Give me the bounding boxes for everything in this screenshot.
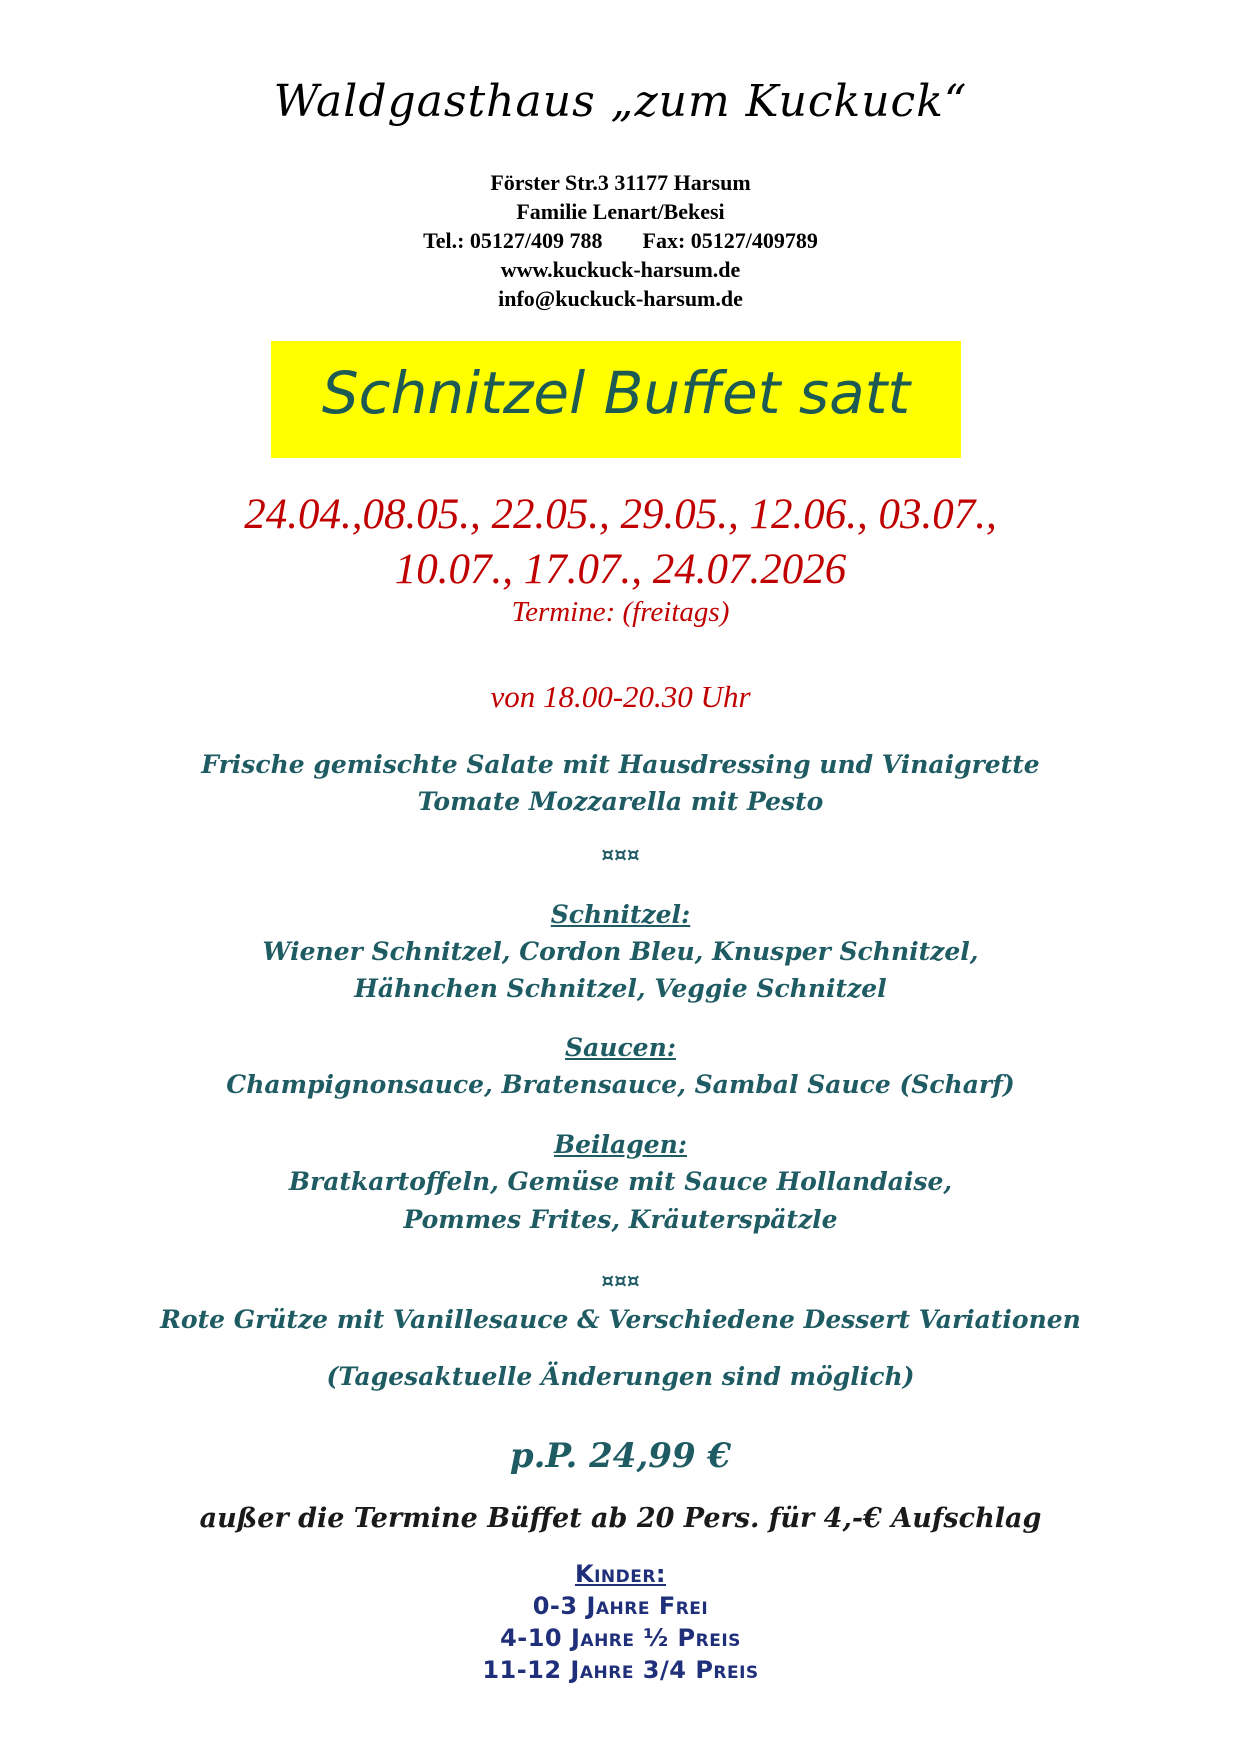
restaurant-name: Waldgasthaus „zum Kuckuck“: [273, 76, 968, 127]
beilagen-line-2: Pommes Frites, Kräuterspätzle: [403, 1205, 838, 1234]
banner-title: Schnitzel Buffet satt: [321, 359, 911, 427]
termine-note: Termine: (freitags): [511, 596, 730, 628]
dessert-line: Rote Grütze mit Vanillesauce & Verschiedene Dessert Variationen: [160, 1305, 1081, 1334]
separator-stars: ¤¤¤: [601, 842, 640, 866]
address: Förster Str.3 31177 Harsum: [490, 170, 751, 195]
kids-line-2: 4-10 Jahre ½ Preis: [500, 1624, 741, 1652]
family-name: Familie Lenart/Bekesi: [516, 199, 725, 224]
beilagen-heading: Beilagen:: [553, 1130, 688, 1159]
saucen-line-1: Champignonsauce, Bratensauce, Sambal Sauce (Scharf): [226, 1070, 1015, 1099]
title-banner: [271, 341, 961, 458]
salad-line-2: Tomate Mozzarella mit Pesto: [417, 787, 824, 816]
phone-number: Tel.: 05127/409 788: [423, 228, 603, 253]
dates-line-2: 10.07., 17.07., 24.07.2026: [394, 546, 847, 593]
price: p.P. 24,99 €: [509, 1436, 732, 1476]
schnitzel-heading: Schnitzel:: [550, 900, 691, 929]
saucen-heading: Saucen:: [565, 1033, 676, 1062]
website-link[interactable]: www.kuckuck-harsum.de: [500, 257, 741, 282]
beilagen-line-1: Bratkartoffeln, Gemüse mit Sauce Hollandaise,: [288, 1167, 953, 1196]
kids-line-1: 0-3 Jahre Frei: [532, 1592, 709, 1620]
changes-note: (Tagesaktuelle Änderungen sind möglich): [326, 1362, 915, 1391]
time-range: von 18.00-20.30 Uhr: [490, 679, 751, 714]
phone-fax-line: [0, 226, 1241, 255]
schnitzel-line-2: Hähnchen Schnitzel, Veggie Schnitzel: [354, 974, 887, 1003]
kids-line-3: 11-12 Jahre 3/4 Preis: [482, 1656, 759, 1684]
surcharge-note: außer die Termine Büffet ab 20 Pers. für 4,-€ Aufschlag: [199, 1503, 1042, 1534]
dates-line-1: 24.04.,08.05., 22.05., 29.05., 12.06., 03.07.,: [244, 491, 997, 538]
email-link[interactable]: info@kuckuck-harsum.de: [498, 286, 743, 311]
schnitzel-line-1: Wiener Schnitzel, Cordon Bleu, Knusper Schnitzel,: [262, 937, 979, 966]
fax-number: Fax: 05127/409789: [642, 228, 818, 253]
separator-stars-2: ¤¤¤: [601, 1268, 640, 1292]
kids-heading: Kinder:: [574, 1560, 667, 1588]
salad-line-1: Frische gemischte Salate mit Hausdressing und Vinaigrette: [201, 750, 1040, 779]
